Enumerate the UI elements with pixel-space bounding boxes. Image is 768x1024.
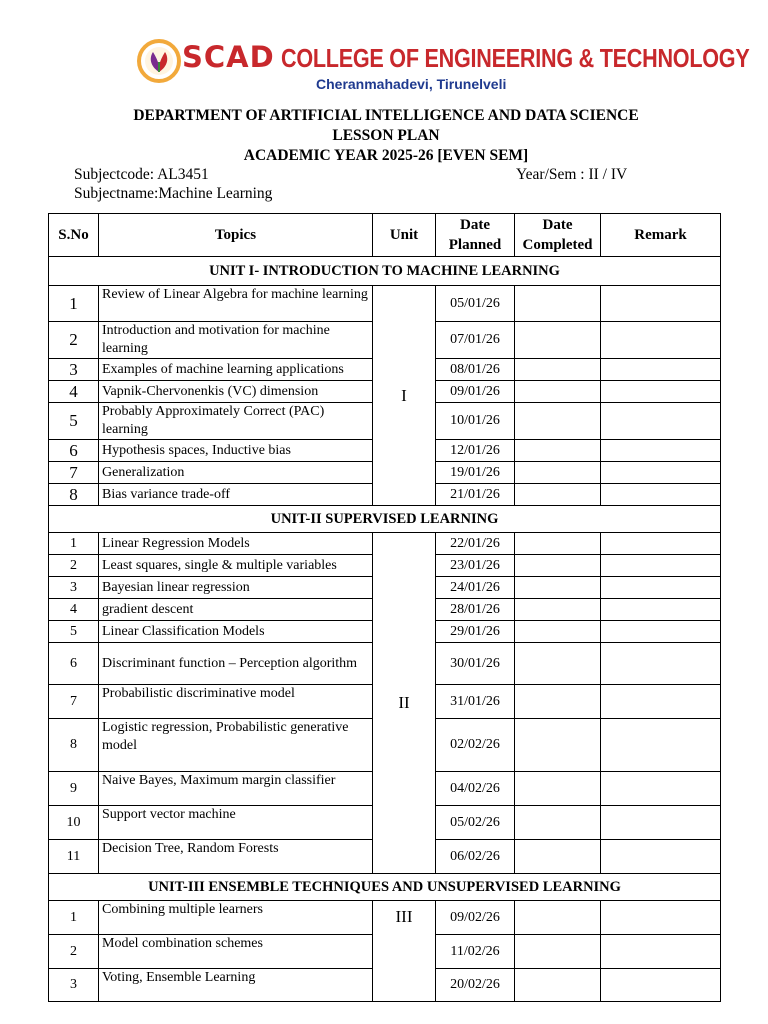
- row-sno: 5: [49, 403, 99, 440]
- row-date-completed: [515, 577, 601, 599]
- row-remark: [601, 719, 721, 772]
- unit-heading: UNIT I- INTRODUCTION TO MACHINE LEARNING: [49, 257, 721, 286]
- row-date-completed: [515, 484, 601, 506]
- header-date-planned: [436, 214, 515, 257]
- row-topic: Generalization: [99, 462, 373, 484]
- row-topic: Combining multiple learners: [99, 901, 373, 935]
- row-topic: Vapnik-Chervonenkis (VC) dimension: [99, 381, 373, 403]
- unit-numeral: II: [373, 533, 436, 874]
- unit-heading-row: [49, 257, 721, 286]
- table-row: [49, 533, 721, 555]
- row-topic: Model combination schemes: [99, 935, 373, 969]
- row-date-planned: 12/01/26: [436, 440, 515, 462]
- row-topic: Introduction and motivation for machine learning: [99, 322, 373, 359]
- row-sno: 8: [49, 719, 99, 772]
- row-remark: [601, 901, 721, 935]
- row-date-planned: 24/01/26: [436, 577, 515, 599]
- row-topic: Discriminant function – Perception algorithm: [99, 643, 373, 685]
- row-remark: [601, 359, 721, 381]
- row-date-completed: [515, 935, 601, 969]
- row-date-planned: 10/01/26: [436, 403, 515, 440]
- row-date-completed: [515, 969, 601, 1002]
- row-date-planned: 04/02/26: [436, 772, 515, 806]
- row-date-planned: 09/02/26: [436, 901, 515, 935]
- row-topic: gradient descent: [99, 599, 373, 621]
- table-row: [49, 286, 721, 322]
- college-logo: [136, 38, 750, 96]
- row-remark: [601, 484, 721, 506]
- row-date-completed: [515, 772, 601, 806]
- document-type: LESSON PLAN: [332, 127, 440, 144]
- row-date-planned: 19/01/26: [436, 462, 515, 484]
- row-date-planned: 07/01/26: [436, 322, 515, 359]
- row-date-planned: 20/02/26: [436, 969, 515, 1002]
- row-remark: [601, 772, 721, 806]
- row-remark: [601, 533, 721, 555]
- row-sno: 1: [49, 286, 99, 322]
- header-date-planned-line1: Date: [460, 217, 490, 233]
- brand-short: SCAD: [182, 40, 275, 74]
- row-date-planned: 05/01/26: [436, 286, 515, 322]
- row-date-completed: [515, 322, 601, 359]
- row-date-planned: 05/02/26: [436, 806, 515, 840]
- row-topic: Bias variance trade-off: [99, 484, 373, 506]
- row-date-completed: [515, 840, 601, 874]
- row-date-completed: [515, 533, 601, 555]
- row-date-completed: [515, 555, 601, 577]
- row-date-completed: [515, 599, 601, 621]
- row-remark: [601, 462, 721, 484]
- row-topic: Voting, Ensemble Learning: [99, 969, 373, 1002]
- row-topic: Decision Tree, Random Forests: [99, 840, 373, 874]
- row-sno: 1: [49, 901, 99, 935]
- row-sno: 3: [49, 359, 99, 381]
- row-remark: [601, 621, 721, 643]
- row-sno: 2: [49, 555, 99, 577]
- row-date-planned: 21/01/26: [436, 484, 515, 506]
- row-date-planned: 30/01/26: [436, 643, 515, 685]
- header-date-completed: [515, 214, 601, 257]
- row-sno: 3: [49, 969, 99, 1002]
- row-topic: Review of Linear Algebra for machine learning: [99, 286, 373, 322]
- row-topic: Support vector machine: [99, 806, 373, 840]
- row-remark: [601, 643, 721, 685]
- row-sno: 4: [49, 599, 99, 621]
- row-sno: 6: [49, 643, 99, 685]
- college-emblem-icon: [136, 38, 182, 84]
- row-remark: [601, 381, 721, 403]
- row-date-planned: 08/01/26: [436, 359, 515, 381]
- row-remark: [601, 685, 721, 719]
- row-date-completed: [515, 643, 601, 685]
- row-date-planned: 28/01/26: [436, 599, 515, 621]
- row-sno: 10: [49, 806, 99, 840]
- row-sno: 2: [49, 935, 99, 969]
- row-remark: [601, 403, 721, 440]
- header-date-planned-line2: Planned: [448, 237, 502, 253]
- row-sno: 9: [49, 772, 99, 806]
- document-titles: [0, 106, 768, 166]
- brand-name: [182, 40, 768, 72]
- row-sno: 8: [49, 484, 99, 506]
- row-date-completed: [515, 685, 601, 719]
- row-date-planned: 09/01/26: [436, 381, 515, 403]
- row-date-planned: 29/01/26: [436, 621, 515, 643]
- row-date-completed: [515, 359, 601, 381]
- row-remark: [601, 935, 721, 969]
- row-topic: Logistic regression, Probabilistic generative model: [99, 719, 373, 772]
- unit-heading-row: [49, 506, 721, 533]
- row-topic: Bayesian linear regression: [99, 577, 373, 599]
- unit-numeral: I: [373, 286, 436, 506]
- row-date-completed: [515, 462, 601, 484]
- subject-code: Subjectcode: AL3451: [74, 166, 209, 183]
- row-remark: [601, 969, 721, 1002]
- row-date-planned: 22/01/26: [436, 533, 515, 555]
- row-date-completed: [515, 806, 601, 840]
- row-remark: [601, 577, 721, 599]
- year-semester: Year/Sem : II / IV: [516, 166, 628, 183]
- header-unit: Unit: [373, 214, 436, 257]
- header-remark: Remark: [601, 214, 721, 257]
- row-remark: [601, 555, 721, 577]
- department-title: DEPARTMENT OF ARTIFICIAL INTELLIGENCE AND DATA SCIENCE: [133, 107, 639, 124]
- row-remark: [601, 840, 721, 874]
- header-sno: S.No: [49, 214, 99, 257]
- row-date-planned: 31/01/26: [436, 685, 515, 719]
- row-sno: 2: [49, 322, 99, 359]
- unit-heading-row: [49, 874, 721, 901]
- row-topic: Probably Approximately Correct (PAC) learning: [99, 403, 373, 440]
- row-sno: 3: [49, 577, 99, 599]
- row-topic: Naive Bayes, Maximum margin classifier: [99, 772, 373, 806]
- row-remark: [601, 440, 721, 462]
- row-sno: 4: [49, 381, 99, 403]
- header-topics: Topics: [99, 214, 373, 257]
- row-topic: Hypothesis spaces, Inductive bias: [99, 440, 373, 462]
- row-remark: [601, 286, 721, 322]
- row-date-completed: [515, 381, 601, 403]
- row-sno: 7: [49, 462, 99, 484]
- unit-heading: UNIT-II SUPERVISED LEARNING: [49, 506, 721, 533]
- table-header-row: [49, 214, 721, 257]
- row-topic: Least squares, single & multiple variables: [99, 555, 373, 577]
- row-date-completed: [515, 719, 601, 772]
- header-date-completed-line1: Date: [542, 217, 573, 233]
- row-date-completed: [515, 621, 601, 643]
- row-sno: 7: [49, 685, 99, 719]
- row-date-completed: [515, 440, 601, 462]
- header-date-completed-line2: Completed: [522, 237, 593, 253]
- row-sno: 5: [49, 621, 99, 643]
- college-name: COLLEGE OF ENGINEERING & TECHNOLOGY: [280, 43, 750, 73]
- row-remark: [601, 599, 721, 621]
- academic-year: ACADEMIC YEAR 2025-26 [EVEN SEM]: [243, 147, 529, 164]
- row-date-planned: 23/01/26: [436, 555, 515, 577]
- row-sno: 1: [49, 533, 99, 555]
- row-topic: Probabilistic discriminative model: [99, 685, 373, 719]
- unit-numeral: III: [373, 901, 436, 1002]
- row-remark: [601, 806, 721, 840]
- table-row: [49, 901, 721, 935]
- row-remark: [601, 322, 721, 359]
- subject-name: Subjectname:Machine Learning: [74, 185, 273, 202]
- lesson-plan-table: [48, 213, 721, 1002]
- row-date-completed: [515, 403, 601, 440]
- row-sno: 6: [49, 440, 99, 462]
- row-topic: Linear Regression Models: [99, 533, 373, 555]
- row-date-completed: [515, 286, 601, 322]
- row-sno: 11: [49, 840, 99, 874]
- unit-heading: UNIT-III ENSEMBLE TECHNIQUES AND UNSUPERVISED LEARNING: [49, 874, 721, 901]
- row-date-planned: 11/02/26: [436, 935, 515, 969]
- row-date-planned: 06/02/26: [436, 840, 515, 874]
- row-topic: Linear Classification Models: [99, 621, 373, 643]
- college-location: Cheranmahadevi, Tirunelveli: [316, 76, 507, 92]
- row-date-planned: 02/02/26: [436, 719, 515, 772]
- row-date-completed: [515, 901, 601, 935]
- row-topic: Examples of machine learning applications: [99, 359, 373, 381]
